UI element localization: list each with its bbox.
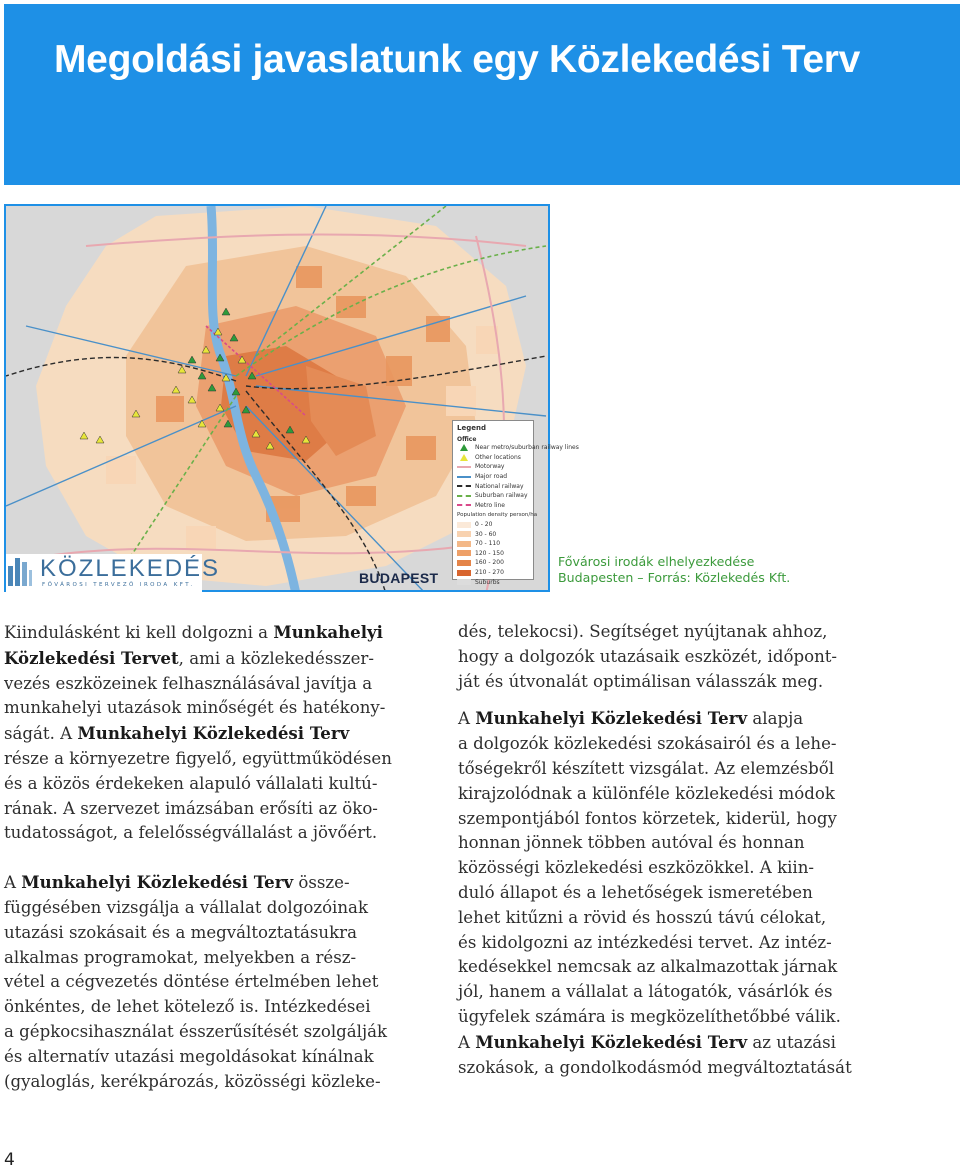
text-line: ügyfelek számára is megközelíthetőbbé válik. (458, 1006, 841, 1026)
legend-item: Other locations (457, 453, 529, 463)
color-swatch (457, 522, 471, 528)
page-number: 4 (4, 1150, 15, 1170)
line-swatch (457, 495, 471, 497)
legend-item: 210 - 270 (457, 568, 529, 578)
legend-item: 160 - 200 (457, 558, 529, 568)
text-line: a gépkocsihasználat ésszerűsítését szolgálják (4, 1021, 388, 1041)
text-line: hogy a dolgozók utazásaik eszközét, időpont- (458, 646, 838, 666)
text-line: vétel a cégvezetés döntése értelmében lehet (4, 972, 379, 992)
text-column-right (458, 620, 898, 1080)
figure-caption (558, 554, 790, 586)
text-line: függésében vizsgálja a vállalat dolgozóinak (4, 897, 369, 917)
paragraph (458, 620, 898, 694)
color-swatch (457, 570, 471, 576)
text-line: A Munkahelyi Közlekedési Terv össze- (4, 872, 350, 893)
line-swatch (457, 504, 471, 506)
text-line: utazási szokásait és a megváltoztatásukra (4, 922, 357, 942)
legend-item: Metro line (457, 501, 529, 511)
text-line: és alternatív utazási megoldásokat kínálnak (4, 1046, 374, 1066)
text-line: önkéntes, de lehet kötelező is. Intézkedései (4, 997, 371, 1017)
kozlekedes-logo (6, 554, 221, 592)
paragraph (4, 870, 424, 1094)
color-swatch (457, 541, 471, 547)
legend-item: Motorway (457, 462, 529, 472)
text-line: tudatosságot, a felelősségvállalást a jövőért. (4, 823, 378, 843)
text-line: és a közös érdekeken alapuló vállalati kultú- (4, 773, 378, 793)
legend-office-heading: Office (457, 436, 477, 443)
text-line: ságát. A Munkahelyi Közlekedési Terv (4, 723, 350, 744)
caption-line: Budapesten – Forrás: Közlekedés Kft. (558, 570, 791, 585)
text-line: dés, telekocsi). Segítséget nyújtanak ahhoz, (458, 622, 828, 641)
city-label: BUDAPEST (359, 570, 439, 586)
legend-item: Near metro/suburban railway lines (457, 443, 529, 453)
logo-name: KÖZLEKEDÉS (40, 555, 221, 582)
title-banner (4, 4, 960, 185)
legend-item: 30 - 60 (457, 529, 529, 539)
caption-line: Fővárosi irodák elhelyezkedése (558, 554, 755, 569)
paragraph (458, 706, 898, 1080)
text-line: szokások, a gondolkodásmód megváltoztatását (458, 1057, 852, 1077)
text-line: munkahelyi utazások minőségét és hatékony- (4, 698, 386, 718)
triangle-icon (460, 454, 468, 461)
legend-item: 70 - 110 (457, 539, 529, 549)
text-line: Kiindulásként ki kell dolgozni a Munkahelyi (4, 622, 383, 642)
triangle-icon (460, 444, 468, 451)
legend-title: Legend (457, 424, 486, 432)
line-swatch (457, 476, 471, 478)
text-line: része a környezetre figyelő, együttműködésen (4, 748, 392, 768)
text-line: a dolgozók közlekedési szokásairól és a lehe- (458, 734, 837, 754)
text-line: ját és útvonalát optimálisan válasszák meg. (458, 671, 824, 691)
text-line: jól, hanem a vállalat a látogatók, vásárlók és (458, 982, 833, 1002)
color-swatch (457, 579, 471, 585)
color-swatch (457, 560, 471, 566)
text-line: Közlekedési Tervet, ami a közlekedésszer- (4, 647, 374, 668)
page-title: Megoldási javaslatunk egy Közlekedési Terv (54, 38, 861, 81)
map-legend (452, 420, 579, 586)
line-swatch (457, 466, 471, 468)
text-line: kirajzolódnak a különféle közlekedési módok (458, 783, 835, 803)
text-line: közösségi közlekedési eszközökkel. A kiin- (458, 858, 815, 878)
text-line: A Munkahelyi Közlekedési Terv az utazási (458, 1031, 836, 1052)
paragraph (4, 620, 424, 846)
text-column-left (4, 620, 424, 1094)
text-line: vezés eszközeinek felhasználásával javítja a (4, 673, 373, 693)
legend-density-heading: Population density person/ha (457, 511, 538, 518)
text-line: honnan jönnek többen autóval és honnan (458, 833, 805, 853)
logo-mark-icon (8, 558, 32, 586)
legend-item: 120 - 150 (457, 549, 529, 559)
logo-subtitle: FŐVÁROSI TERVEZŐ IRODA KFT. (42, 582, 195, 588)
text-line: rának. A szervezet imázsában erősíti az öko- (4, 798, 378, 818)
text-line: alkalmas programokat, melyekben a rész- (4, 947, 357, 967)
color-swatch (457, 531, 471, 537)
text-line: lehet kitűzni a rövid és hosszú távú célokat, (458, 907, 827, 927)
text-line: (gyaloglás, kerékpározás, közösségi közleke- (4, 1071, 381, 1091)
legend-item: 0 - 20 (457, 520, 529, 530)
legend-item: Major road (457, 472, 529, 482)
text-line: duló állapot és a lehetőségek ismeretében (458, 882, 813, 902)
text-line: szempontjából fontos körzetek, kiderül, hogy (458, 808, 837, 828)
legend-item: Suburban railway (457, 491, 529, 501)
line-swatch (457, 485, 471, 487)
legend-item: Suburbs (457, 577, 529, 587)
text-line: és kidolgozni az intézkedési tervet. Az intéz- (458, 932, 832, 952)
legend-item: National railway (457, 481, 529, 491)
text-line: A Munkahelyi Közlekedési Terv alapja (458, 708, 804, 729)
text-line: tőségekről készített vizsgálat. Az elemzésből (458, 758, 835, 778)
color-swatch (457, 550, 471, 556)
text-line: kedésekkel nemcsak az alkalmazottak járnak (458, 957, 838, 977)
